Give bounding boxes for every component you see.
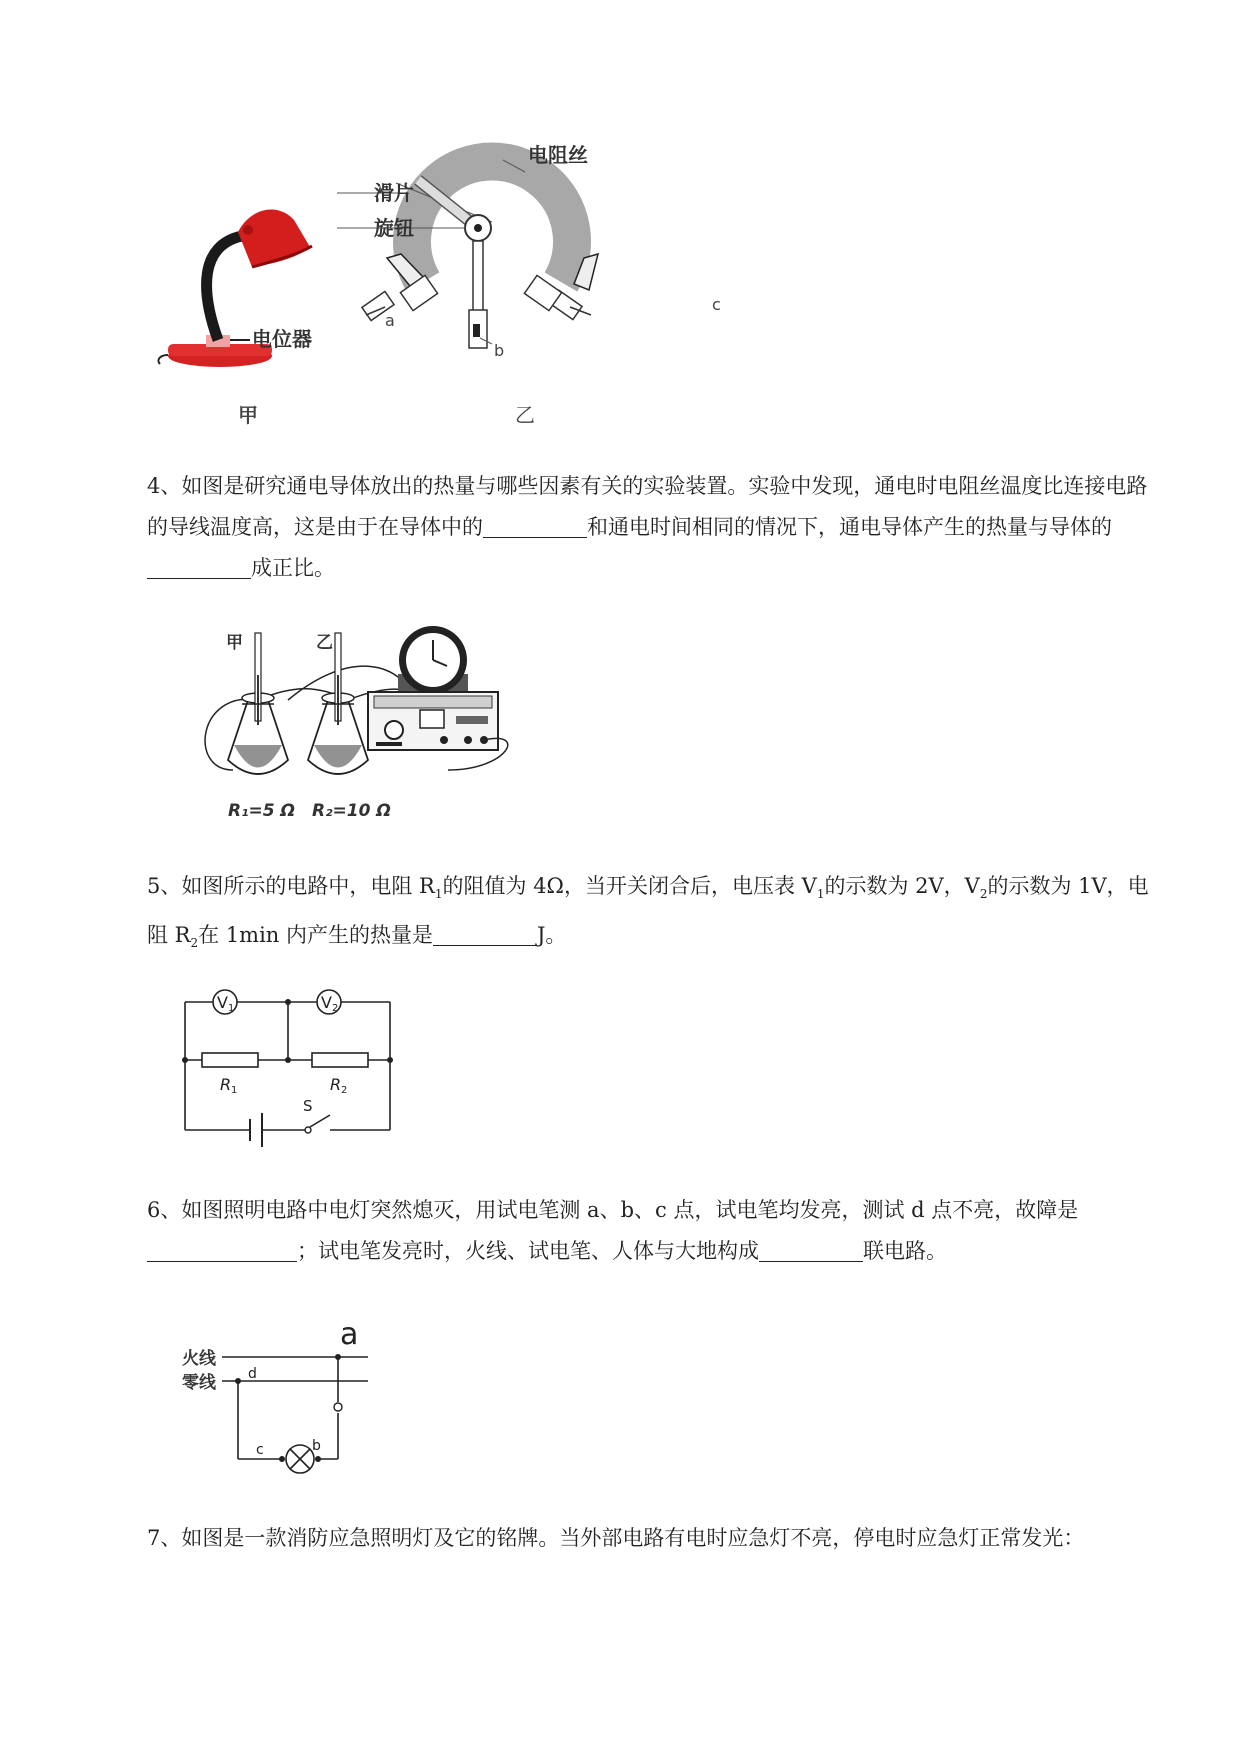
lighting-circuit-diagram xyxy=(178,1310,378,1480)
question-text: 成正比。 xyxy=(251,556,335,580)
clock-icon xyxy=(398,626,468,694)
figure-voltmeter-circuit xyxy=(180,985,400,1145)
point-c-label: c xyxy=(256,1442,264,1458)
flask-jia-label: 甲 xyxy=(226,633,243,653)
terminal-c-label: c xyxy=(712,295,721,314)
question-text: 的示数为 2V，V xyxy=(824,874,980,898)
question-text: 如图照明电路中电灯突然熄灭，用试电笔测 a、b、c 点，试电笔均发亮，测试 d 点不亮，故障是 xyxy=(181,1198,1079,1222)
answer-blank[interactable] xyxy=(759,1240,863,1262)
caption-yi: 乙 xyxy=(515,403,535,427)
r2-subscript: 2 xyxy=(341,1085,348,1096)
resistor-r2 xyxy=(312,1053,368,1067)
question-number: 4、 xyxy=(147,474,182,498)
question-text: J。 xyxy=(537,923,567,948)
point-d-label: d xyxy=(248,1366,257,1382)
flask-yi-label: 乙 xyxy=(316,633,333,653)
answer-blank[interactable] xyxy=(483,516,587,538)
question-text: 的示数为 1V，电阻 R xyxy=(147,874,1149,948)
figure-heating-experiment xyxy=(198,630,538,830)
question-text: ；试电笔发亮时，火线、试电笔、人体与大地构成 xyxy=(297,1239,759,1263)
switch-label: S xyxy=(303,1097,313,1115)
subscript: 2 xyxy=(979,887,988,902)
voltmeter-circuit-diagram xyxy=(180,985,400,1145)
question-number: 6、 xyxy=(147,1198,182,1222)
question-number: 5、 xyxy=(147,874,182,898)
question-text: 如图是研究通电导体放出的热量与哪些因素有关的实验装置。实验中发现，通电时电阻丝温度比连接电路的导线温度高，这是由于在导体中的 xyxy=(147,474,1148,539)
power-supply xyxy=(368,692,498,750)
question-text: 和通电时间相同的情况下，通电导体产生的热量与导体的 xyxy=(587,515,1112,539)
resistance-wire-label: 电阻丝 xyxy=(528,143,588,167)
subscript: 2 xyxy=(190,936,199,951)
question-7 xyxy=(147,1518,1157,1559)
figure-potentiometer xyxy=(160,143,721,440)
question-text: 联电路。 xyxy=(863,1239,947,1263)
potentiometer-label: 电位器 xyxy=(252,327,312,351)
battery-icon xyxy=(250,1113,262,1147)
question-number: 7、 xyxy=(147,1526,182,1550)
lamp-icon xyxy=(286,1445,314,1473)
v2-subscript: 2 xyxy=(332,1003,339,1014)
v1-subscript: 1 xyxy=(228,1003,235,1014)
question-5 xyxy=(147,866,1157,964)
point-b-label: b xyxy=(312,1438,321,1454)
lamp-potentiometer-diagram xyxy=(160,143,721,440)
v2-label: V xyxy=(321,993,332,1012)
question-text: 如图是一款消防应急照明灯及它的铭牌。当外部电路有电时应急灯不亮，停电时应急灯正常发光： xyxy=(181,1526,1085,1550)
figure-lighting-circuit xyxy=(178,1310,378,1480)
terminal-b-label: b xyxy=(494,341,505,360)
switch-icon xyxy=(334,1403,342,1411)
question-text: 在 1min 内产生的热量是 xyxy=(198,923,434,948)
resistor-r1 xyxy=(202,1053,258,1067)
answer-blank[interactable] xyxy=(433,924,537,946)
subscript: 1 xyxy=(434,887,443,902)
r1-value-label: R₁=5 Ω xyxy=(228,801,295,821)
terminal-a-label: a xyxy=(385,311,395,330)
flask-yi xyxy=(308,633,368,774)
heating-experiment-diagram xyxy=(198,630,538,830)
slider-label: 滑片 xyxy=(374,181,414,205)
live-wire-label: 火线 xyxy=(182,1349,216,1369)
question-text: 如图所示的电路中，电阻 R xyxy=(181,874,435,898)
r1-label: R xyxy=(220,1075,232,1094)
point-a-label: a xyxy=(340,1317,359,1352)
question-6 xyxy=(147,1190,1157,1272)
neutral-wire-label: 零线 xyxy=(182,1373,216,1393)
r1-subscript: 1 xyxy=(231,1085,238,1096)
v1-label: V xyxy=(217,993,228,1012)
question-text: 的阻值为 4Ω，当开关闭合后，电压表 V xyxy=(442,874,817,898)
knob-label: 旋钮 xyxy=(374,216,414,240)
switch-icon xyxy=(305,1127,311,1133)
answer-blank[interactable] xyxy=(147,557,251,579)
subscript: 1 xyxy=(816,887,825,902)
r2-label: R xyxy=(330,1075,342,1094)
question-4 xyxy=(147,466,1157,589)
answer-blank[interactable] xyxy=(147,1240,297,1262)
flask-jia xyxy=(228,633,288,774)
r2-value-label: R₂=10 Ω xyxy=(312,801,391,821)
caption-jia: 甲 xyxy=(238,403,258,427)
